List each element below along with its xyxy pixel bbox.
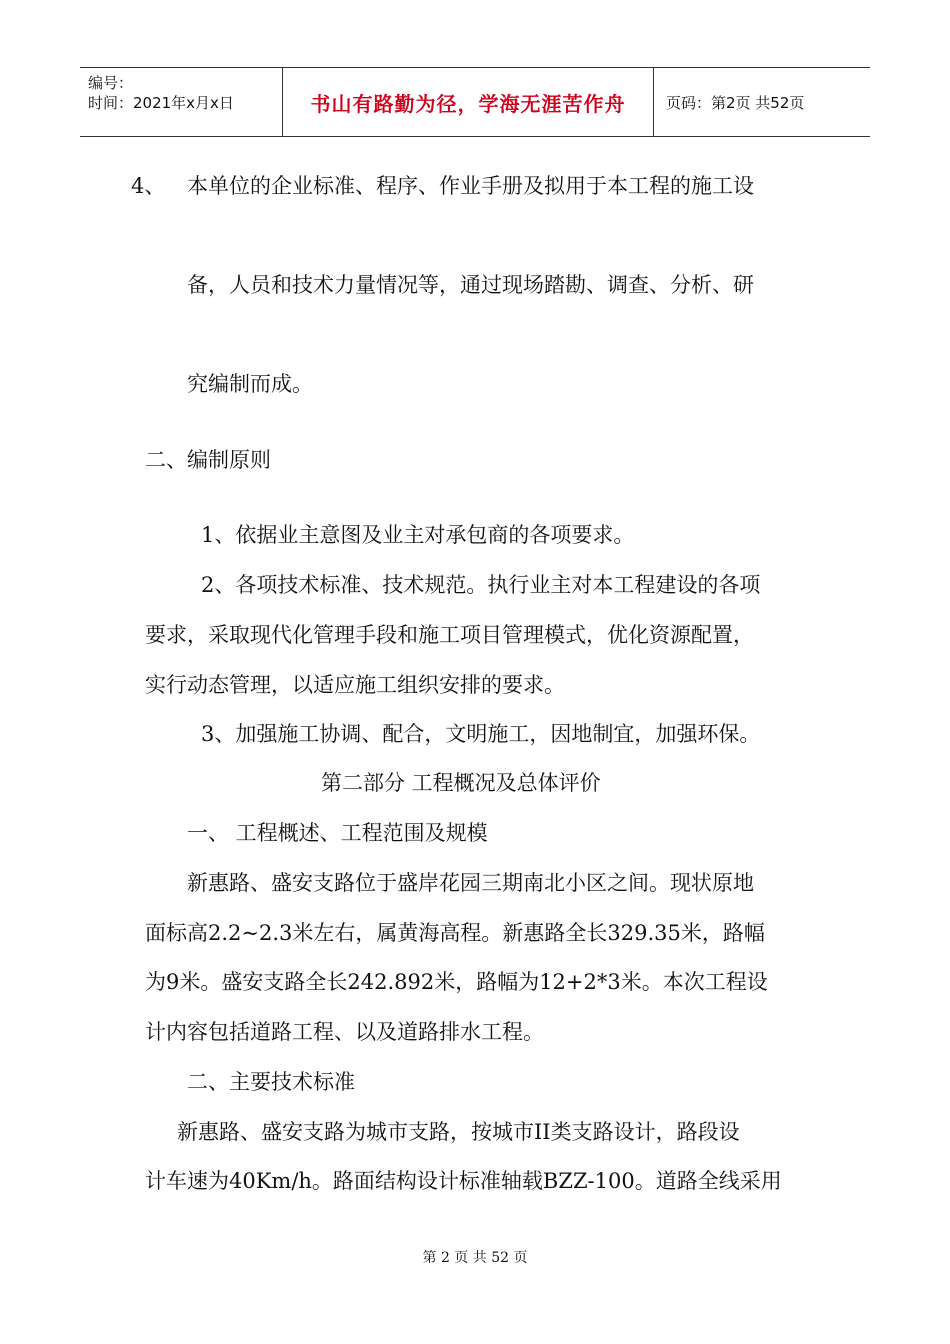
principle-2-line3: 实行动态管理，以适应施工组织安排的要求。 (145, 673, 565, 697)
item4-line2: 备，人员和技术力量情况等，通过现场踏勘、调查、分析、研 (187, 273, 754, 297)
header-left-cell (80, 68, 283, 136)
document-header (80, 67, 870, 137)
page-footer: 第 2 页 共 52 页 (422, 1250, 528, 1266)
overview-line4: 计内容包括道路工程、以及道路排水工程。 (145, 1020, 544, 1044)
item4-number: 4、 (131, 174, 166, 198)
standards-line2: 计车速为40Km/h。路面结构设计标准轴载BZZ-100。道路全线采用 (145, 1169, 782, 1193)
section-heading-overview: 一、 工程概述、工程范围及规模 (187, 821, 488, 845)
header-motto-cell (283, 68, 654, 136)
page-code: 页码：第2页 共52页 (666, 93, 805, 112)
principle-2-line1: 2、各项技术标准、技术规范。执行业主对本工程建设的各项 (201, 573, 761, 597)
overview-line1: 新惠路、盛安支路位于盛岸花园三期南北小区之间。现状原地 (187, 871, 754, 895)
motto: 书山有路勤为径，学海无涯苦作舟 (310, 91, 626, 116)
principle-3: 3、加强施工协调、配合，文明施工，因地制宜，加强环保。 (201, 722, 761, 746)
time-label: 时间：2021年x月x日 (88, 94, 234, 112)
section-heading-standards: 二、主要技术标准 (187, 1070, 355, 1094)
item4-line3: 究编制而成。 (187, 372, 313, 396)
number-label: 编号： (88, 74, 134, 92)
standards-line1: 新惠路、盛安支路为城市支路，按城市II类支路设计，路段设 (177, 1120, 740, 1144)
overview-line2: 面标高2.2~2.3米左右，属黄海高程。新惠路全长329.35米，路幅 (145, 921, 765, 945)
part-two-title: 第二部分 工程概况及总体评价 (321, 771, 601, 795)
principle-2-line2: 要求，采取现代化管理手段和施工项目管理模式，优化资源配置， (145, 623, 754, 647)
header-right-cell (654, 68, 870, 136)
principle-1: 1、依据业主意图及业主对承包商的各项要求。 (201, 523, 635, 547)
item4-line1: 本单位的企业标准、程序、作业手册及拟用于本工程的施工设 (187, 174, 754, 198)
overview-line3: 为9米。盛安支路全长242.892米，路幅为12+2*3米。本次工程设 (145, 970, 768, 994)
section-heading-principles: 二、编制原则 (145, 448, 271, 472)
